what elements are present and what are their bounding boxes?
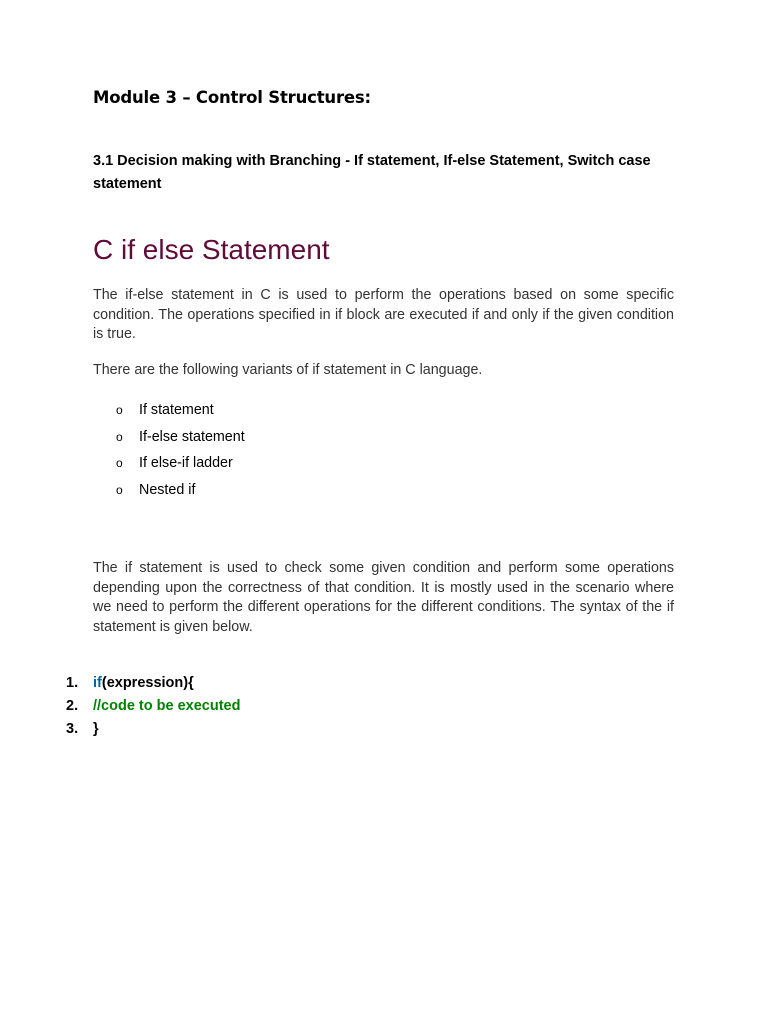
variant-label: Nested if: [139, 481, 196, 498]
list-item: [116, 400, 245, 427]
bullet-icon: o: [116, 429, 123, 444]
variants-intro-paragraph: There are the following variants of if statement in C language.: [93, 362, 483, 378]
bullet-icon: o: [116, 482, 123, 497]
variant-label: If else-if ladder: [139, 455, 233, 471]
variants-list: [116, 400, 245, 506]
module-title: Module 3 – Control Structures:: [93, 88, 371, 107]
code-text: }: [93, 721, 99, 737]
code-text: (expression){: [101, 675, 194, 691]
code-line: [66, 696, 240, 719]
intro-paragraph: The if-else statement in C is used to perform the operations based on some specific condition. The operations specified in if block are executed if and only if the given condition is true.: [93, 287, 674, 343]
variant-label: If statement: [139, 402, 214, 418]
line-number: 1.: [66, 675, 79, 691]
if-description-paragraph: The if statement is used to check some given condition and perform some operations depending upon the correctness of that condition. It is mostly used in the scenario where we need to perform the different operations for the different conditions. The syntax of the if statement is given below.: [93, 560, 674, 635]
variant-label: If-else statement: [139, 428, 245, 445]
code-block: [66, 673, 240, 742]
code-line: [66, 719, 240, 742]
list-item: [116, 453, 245, 480]
bullet-icon: o: [116, 456, 123, 470]
article-heading: C if else Statement: [93, 234, 330, 265]
line-number: 3.: [66, 721, 79, 737]
line-number: 2.: [66, 698, 79, 714]
list-item: [116, 427, 245, 454]
section-title: 3.1 Decision making with Branching - If statement, If-else Statement, Switch case statement: [93, 153, 651, 192]
code-comment: //code to be executed: [93, 698, 241, 714]
code-keyword: if: [93, 675, 102, 691]
code-line: [66, 673, 240, 696]
bullet-icon: o: [116, 403, 123, 417]
list-item: [116, 480, 245, 507]
